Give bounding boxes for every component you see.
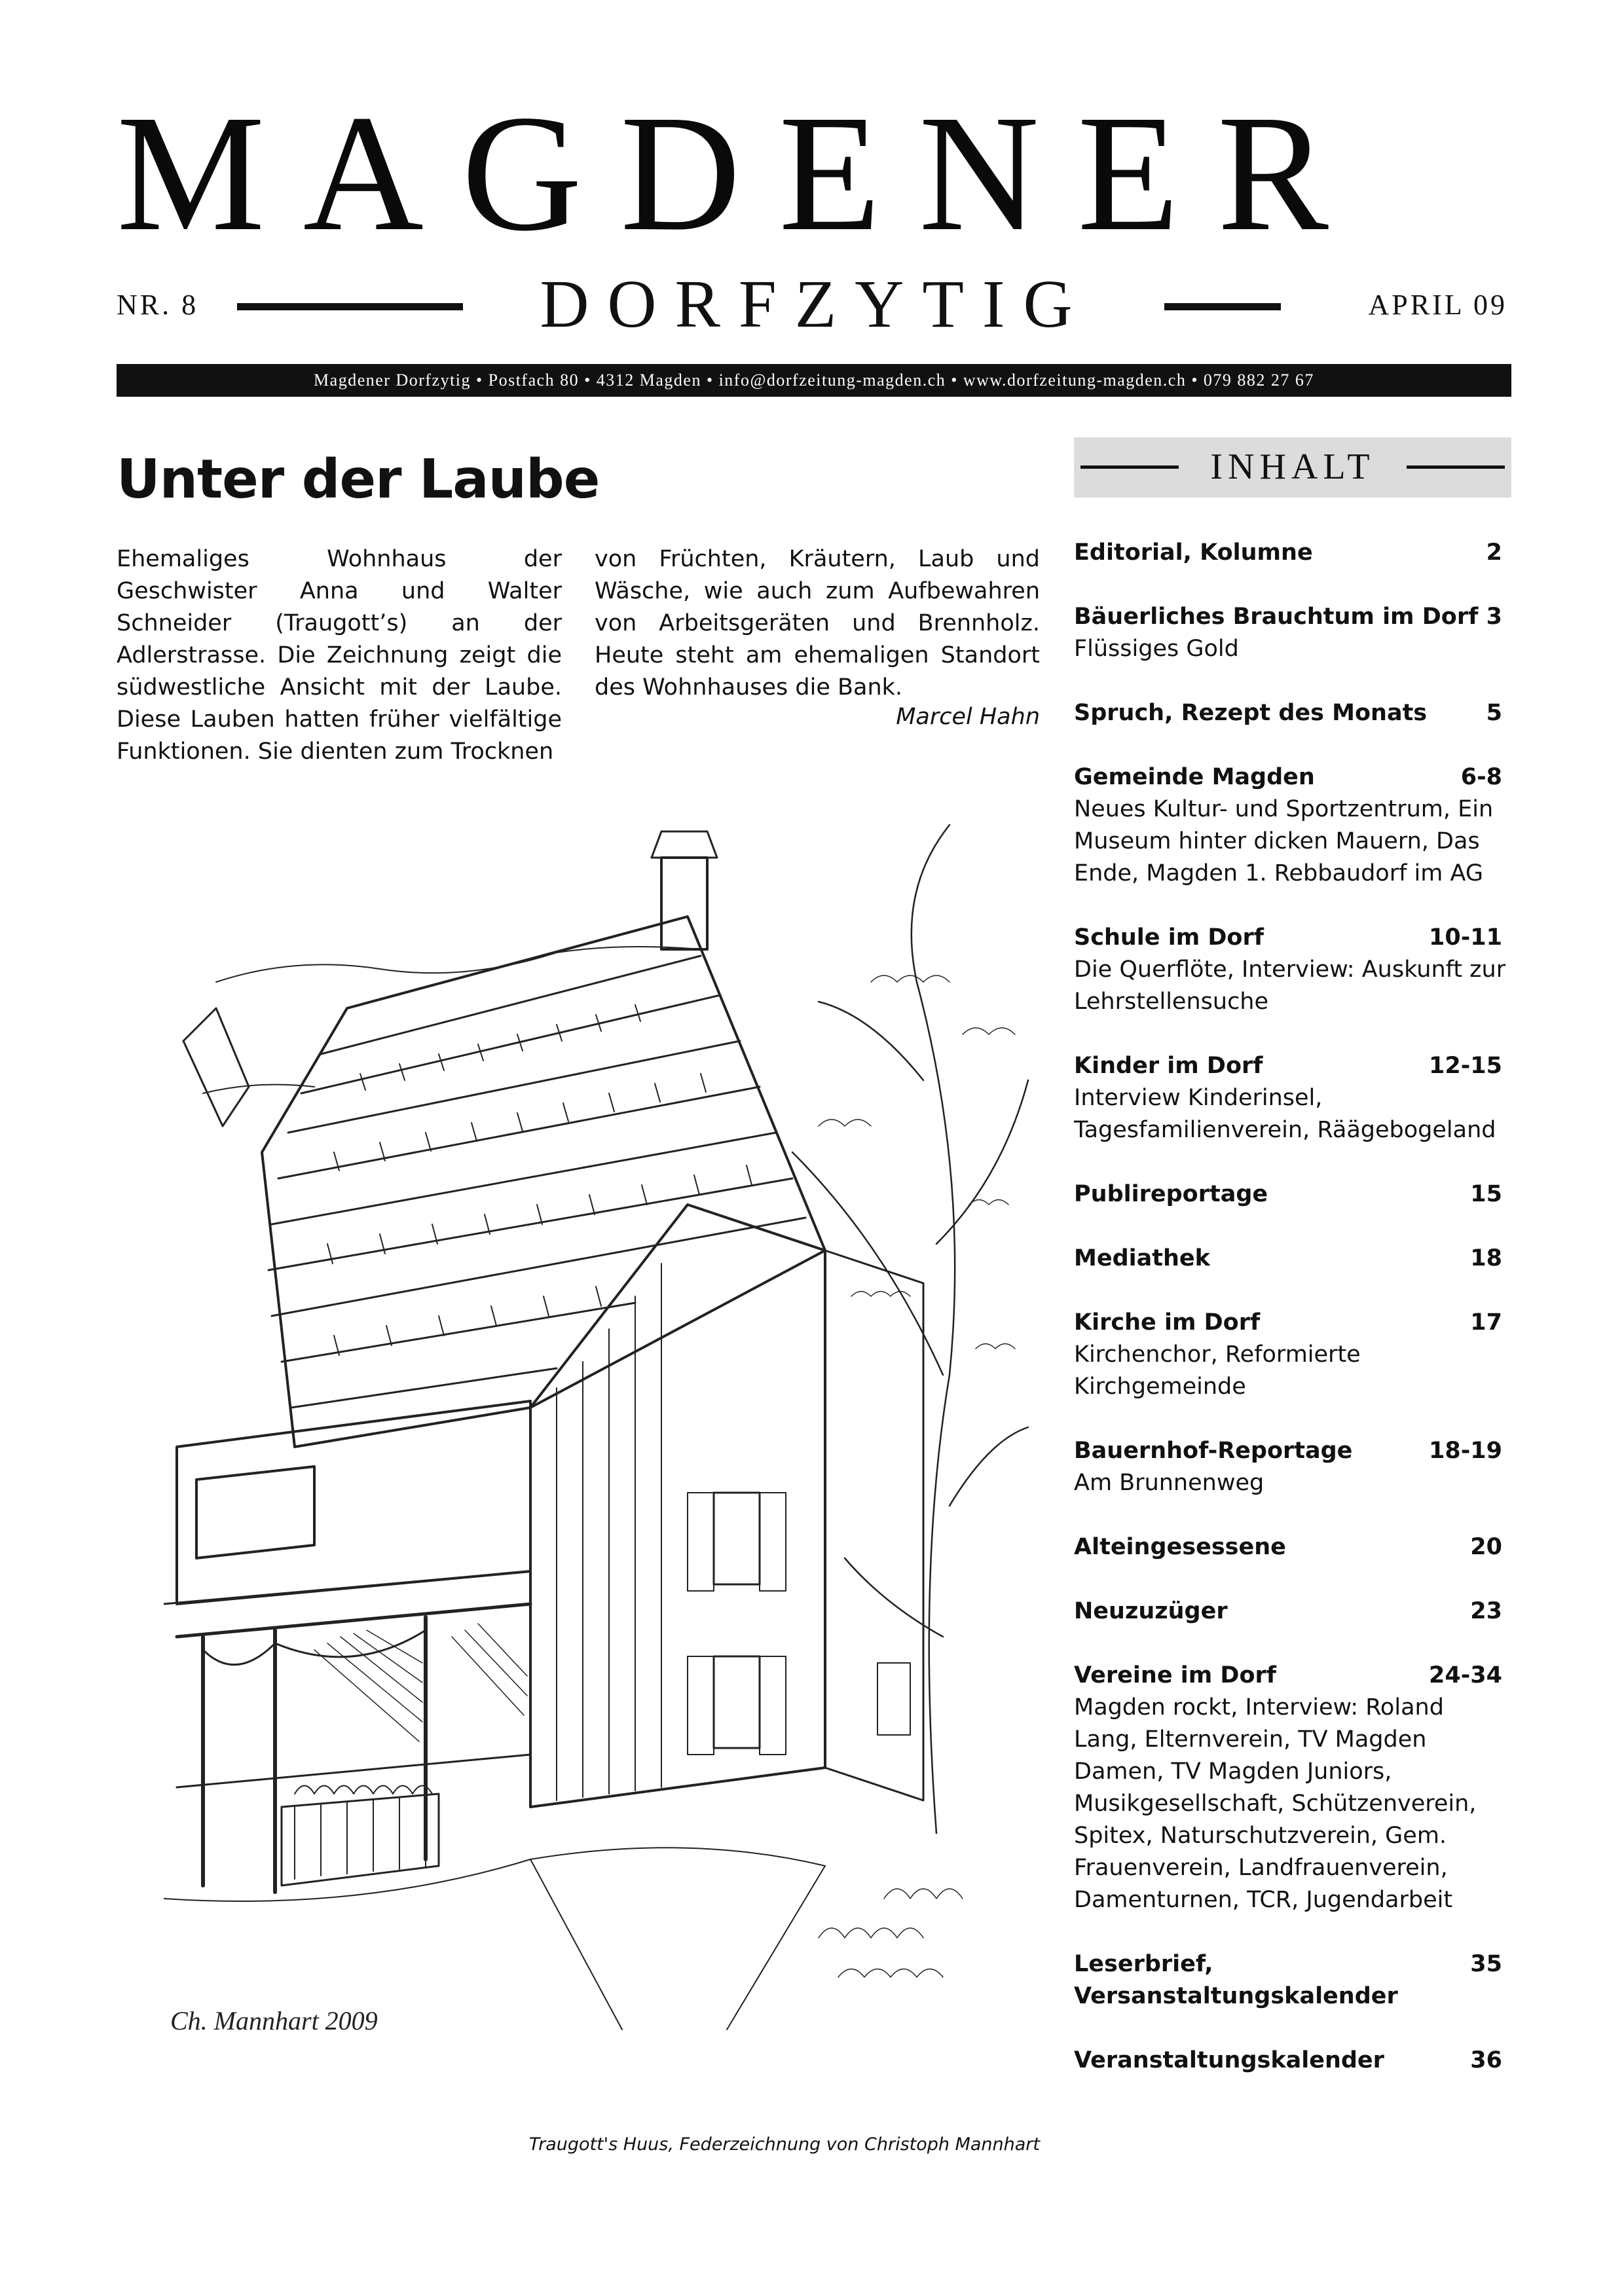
toc-item[interactable] <box>1074 1948 1511 2013</box>
toc-item[interactable] <box>1074 697 1511 729</box>
toc-item-row <box>1074 697 1511 729</box>
article-headline: Unter der Laube <box>117 448 600 511</box>
article-column-1: Ehemaliges Wohnhaus der Geschwister Anna und Walter Schneider (Traugott’s) an der Adlerstrasse. Die Zeichnung zeigt die südwestliche Ansicht mit der Laube. Diese Lauben hatten früher vielfältige Funktionen. Sie dienten zum Trocknen <box>117 546 562 765</box>
toc-header <box>1074 437 1511 498</box>
toc-item[interactable] <box>1074 537 1511 569</box>
issue-number: NR. 8 <box>117 289 199 321</box>
toc-item[interactable] <box>1074 1307 1511 1403</box>
toc-header-rule-right <box>1407 465 1505 469</box>
toc-item-row <box>1074 537 1511 569</box>
toc-item-page: 24-34 <box>1429 1662 1502 1688</box>
contact-bar: Magdener Dorfzytig • Postfach 80 • 4312 Magden • info@dorfzeitung-magden.ch • www.dorfzeitung-magden.ch • 079 882 27 67 <box>117 364 1511 397</box>
toc-item-row <box>1074 922 1511 954</box>
toc-item[interactable] <box>1074 2045 1511 2077</box>
article-column-2: von Früchten, Kräutern, Laub und Wäsche, wie auch zum Aufbewahren von Arbeitsgeräten und Brennholz. Heute steht am ehemaligen Standort des Wohnhauses die Bank. <box>595 546 1040 701</box>
toc-item-title: Bauernhof-Reportage <box>1074 1438 1353 1464</box>
toc-item-page: 23 <box>1470 1598 1502 1624</box>
toc-item-page: 36 <box>1470 2047 1502 2073</box>
toc-item-page: 20 <box>1470 1534 1502 1560</box>
toc-item-title: Veranstaltungskalender <box>1074 2047 1384 2073</box>
toc-item-page: 10-11 <box>1429 924 1502 951</box>
toc-item-row <box>1074 1660 1511 1692</box>
toc-item[interactable] <box>1074 922 1511 1018</box>
toc-item-row <box>1074 1948 1511 2013</box>
toc-item-title: Gemeinde Magden <box>1074 764 1315 790</box>
toc-item-row <box>1074 1050 1511 1082</box>
toc-item-description: Neues Kultur- und Sportzentrum, Ein Museum hinter dicken Mauern, Das Ende, Magden 1. Rebbaudorf im AG <box>1074 796 1494 886</box>
toc-item-title: Neuzuzüger <box>1074 1598 1228 1624</box>
subtitle-rule-left <box>237 303 463 310</box>
toc-item[interactable] <box>1074 1243 1511 1275</box>
toc-item[interactable] <box>1074 1531 1511 1563</box>
toc-item-row <box>1074 2045 1511 2077</box>
toc-item-description: Flüssiges Gold <box>1074 636 1239 662</box>
toc-item-row <box>1074 1243 1511 1275</box>
toc-title: INHALT <box>1210 446 1375 487</box>
toc-item-row <box>1074 1435 1511 1467</box>
house-drawing <box>164 786 1041 2088</box>
toc-item-row <box>1074 1531 1511 1563</box>
toc-item-title: Schule im Dorf <box>1074 924 1264 951</box>
toc-item-page: 2 <box>1486 539 1502 566</box>
toc-item[interactable] <box>1074 761 1511 890</box>
toc-item[interactable] <box>1074 1435 1511 1499</box>
toc-item-title: Spruch, Rezept des Monats <box>1074 700 1428 726</box>
toc-item-description: Magden rockt, Interview: Roland Lang, Elternverein, TV Magden Damen, TV Magden Juniors, Musikgesellschaft, Schützenverein, Spitex, Naturschutzverein, Gem. Frauenverein, Landfrauenverein, Damenturnen, TCR, Jugendarbeit <box>1074 1694 1477 1913</box>
subtitle-rule-right <box>1164 303 1281 310</box>
toc-item-page: 15 <box>1470 1181 1502 1207</box>
masthead-title: MAGDENER <box>117 81 1367 266</box>
toc-item[interactable] <box>1074 1050 1511 1146</box>
toc-item-title: Kirche im Dorf <box>1074 1309 1261 1336</box>
toc-item[interactable] <box>1074 1595 1511 1628</box>
toc-item-title: Publireportage <box>1074 1181 1268 1207</box>
table-of-contents <box>1074 537 1511 2109</box>
toc-item-description: Am Brunnenweg <box>1074 1470 1264 1496</box>
toc-item-title: Leserbrief, Versanstaltungskalender <box>1074 1951 1398 2009</box>
toc-item-row <box>1074 1178 1511 1211</box>
toc-item[interactable] <box>1074 601 1511 665</box>
toc-item-title: Bäuerliches Brauchtum im Dorf <box>1074 604 1479 630</box>
toc-item-page: 6-8 <box>1460 764 1502 790</box>
toc-item-row <box>1074 601 1511 633</box>
toc-item-description: Kirchenchor, Reformierte Kirchgemeinde <box>1074 1341 1361 1400</box>
article-author: Marcel Hahn <box>896 704 1040 730</box>
toc-item[interactable] <box>1074 1660 1511 1916</box>
toc-item-description: Interview Kinderinsel, Tagesfamilienverein, Räägebogeland <box>1074 1085 1496 1143</box>
toc-item-row <box>1074 1307 1511 1339</box>
toc-item-page: 18 <box>1470 1245 1502 1271</box>
toc-item-row <box>1074 761 1511 793</box>
toc-item-page: 18-19 <box>1429 1438 1502 1464</box>
masthead-subtitle: DORFZYTIG <box>540 266 1091 342</box>
toc-item[interactable] <box>1074 1178 1511 1211</box>
toc-item-page: 17 <box>1470 1309 1502 1336</box>
issue-date: APRIL 09 <box>1368 289 1507 321</box>
toc-item-title: Vereine im Dorf <box>1074 1662 1276 1688</box>
toc-item-title: Mediathek <box>1074 1245 1210 1271</box>
toc-item-title: Editorial, Kolumne <box>1074 539 1313 566</box>
toc-item-title: Kinder im Dorf <box>1074 1053 1263 1079</box>
drawing-caption: Traugott's Huus, Federzeichnung von Christoph Mannhart <box>528 2134 1040 2155</box>
toc-item-page: 35 <box>1470 1951 1502 1977</box>
toc-item-description: Die Querflöte, Interview: Auskunft zur Lehrstellensuche <box>1074 957 1506 1015</box>
toc-item-page: 12-15 <box>1429 1053 1502 1079</box>
toc-item-title: Alteingesessene <box>1074 1534 1286 1560</box>
toc-item-page: 5 <box>1486 700 1502 726</box>
toc-item-page: 3 <box>1486 604 1502 630</box>
toc-item-row <box>1074 1595 1511 1628</box>
artist-signature: Ch. Mannhart 2009 <box>170 2006 378 2035</box>
